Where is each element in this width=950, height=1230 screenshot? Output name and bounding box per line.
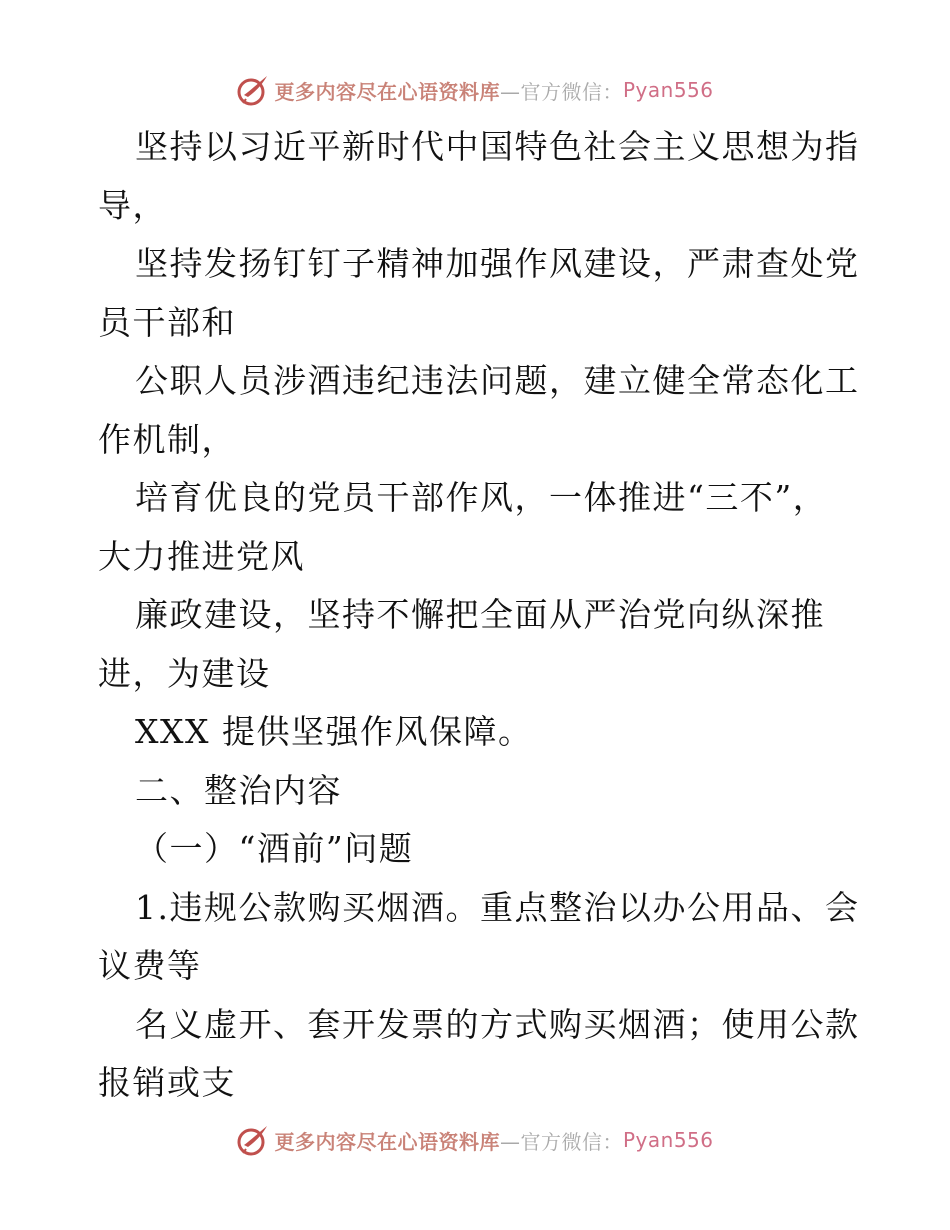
section-heading: 二、整治内容 [135, 770, 342, 810]
body-line: 员干部和 [98, 302, 236, 342]
body-line: 名义虚开、套开发票的方式购买烟酒；使用公款 [135, 1004, 860, 1044]
body-line: 坚持以习近平新时代中国特色社会主义思想为指 [135, 127, 860, 166]
body-line: 进，为建设 [98, 653, 271, 693]
quill-pen-logo-icon [236, 1123, 270, 1157]
subsection-heading: （一）“酒前”问题 [135, 829, 414, 868]
banner-site-text: 更多内容尽在心语资料库 [274, 79, 500, 104]
body-line: 议费等 [98, 946, 202, 985]
body-line: 培育优良的党员干部作风，一体推进“三不”， [135, 478, 828, 517]
document-body [98, 118, 858, 1113]
quill-pen-logo-icon [236, 73, 270, 107]
banner-wechat-label: —官方微信： [499, 1129, 623, 1154]
banner-wechat-label: —官方微信： [499, 79, 623, 104]
body-line: 大力推进党风 [98, 536, 305, 576]
body-line: 坚持发扬钉钉子精神加强作风建设，严肃查处党 [135, 244, 860, 283]
body-line: XXX 提供坚强作风保障。 [135, 712, 533, 751]
footer-banner [0, 1120, 950, 1160]
body-line: 廉政建设，坚持不懈把全面从严治党向纵深推 [135, 595, 825, 634]
body-line: 1.违规公款购买烟酒。重点整治以办公用品、会 [135, 887, 860, 927]
body-line: 导， [98, 185, 167, 225]
banner-wechat-id: Pyan556 [622, 78, 714, 102]
banner-wechat-id: Pyan556 [622, 1128, 714, 1152]
header-banner [0, 70, 950, 110]
body-line: 作机制， [98, 419, 236, 459]
body-line: 公职人员涉酒违纪违法问题，建立健全常态化工 [135, 361, 860, 400]
body-line: 报销或支 [98, 1063, 236, 1102]
banner-site-text: 更多内容尽在心语资料库 [274, 1129, 500, 1154]
